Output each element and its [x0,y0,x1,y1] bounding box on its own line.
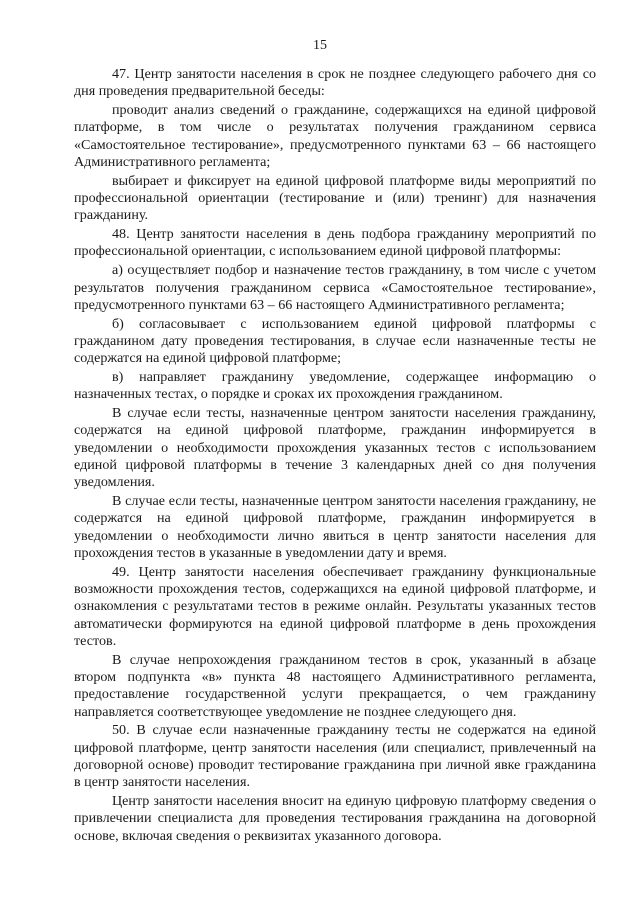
paragraph-49-termination: В случае непрохождения гражданином тестов в срок, указанный в абзаце втором подпункта «в» пункта 48 настоящего Административного регламента, предоставление государственной услуги прекращается, о чем гражданину направляется соответствующее уведомление не позднее следующего дня. [74,651,596,720]
paragraph-49-intro: 49. Центр занятости населения обеспечивает гражданину функциональные возможности прохождения тестов, содержащихся на единой цифровой платформе, и ознакомления с результатами тестов в режиме онлайн. Результаты указанных тестов автоматически формируются на единой цифровой платформе в день прохождения тестов. [74,563,596,649]
paragraph-50-intro: 50. В случае если назначенные гражданину тесты не содержатся на единой цифровой платформе, центр занятости населения (или специалист, привлеченный на договорной основе) проводит тестирование гражданина при личной явке гражданина в центр занятости населения. [74,722,596,791]
page-number: 15 [313,38,327,53]
paragraph-48-v: в) направляет гражданину уведомление, содержащее информацию о назначенных тестах, о порядке и сроках их прохождения гражданином. [74,369,596,403]
paragraph-48-intro: 48. Центр занятости населения в день подбора гражданину мероприятий по профессиональной ориентации, с использованием единой цифровой платформы: [74,226,596,260]
paragraph-48-a: а) осуществляет подбор и назначение тестов гражданину, в том числе с учетом результатов получения гражданином сервиса «Самостоятельное тестирование», предусмотренного пунктами 63 – 66 настоящего Административного регламента; [74,262,596,313]
paragraph-50-specialist: Центр занятости населения вносит на единую цифровую платформу сведения о привлечении специалиста для проведения тестирования гражданина на договорной основе, включая сведения о реквизитах указанного договора. [74,793,596,844]
paragraph-48-tests-on-platform: В случае если тесты, назначенные центром занятости населения гражданину, содержатся на единой цифровой платформе, гражданин информируется в уведомлении о необходимости прохождения указанных тестов с использованием единой цифровой платформы в течение 3 календарных дней со дня получения уведомления. [74,405,596,491]
paragraph-47-analysis: проводит анализ сведений о гражданине, содержащихся на единой цифровой платформе, в том числе о результатах получения гражданином сервиса «Самостоятельное тестирование», предусмотренного пунктами 63 – 66 настоящего Административного регламента; [74,102,596,170]
paragraph-47-selection: выбирает и фиксирует на единой цифровой платформе виды мероприятий по профессиональной ориентации (тестирование и (или) тренинг) для назначения гражданину. [74,172,596,224]
paragraph-48-tests-not-on-platform: В случае если тесты, назначенные центром занятости населения гражданину, не содержатся на единой цифровой платформе, гражданин информируется в уведомлении о необходимости лично явиться в центр занятости населения для прохождения тестов в указанные в уведомлении дату и время. [74,493,596,562]
document-body [74,66,596,847]
paragraph-48-b: б) согласовывает с использованием единой цифровой платформы с гражданином дату проведения тестирования, в случае если назначенные тесты не содержатся на единой цифровой платформе; [74,315,596,367]
paragraph-47-intro: 47. Центр занятости населения в срок не позднее следующего рабочего дня со дня проведения предварительной беседы: [74,66,596,100]
